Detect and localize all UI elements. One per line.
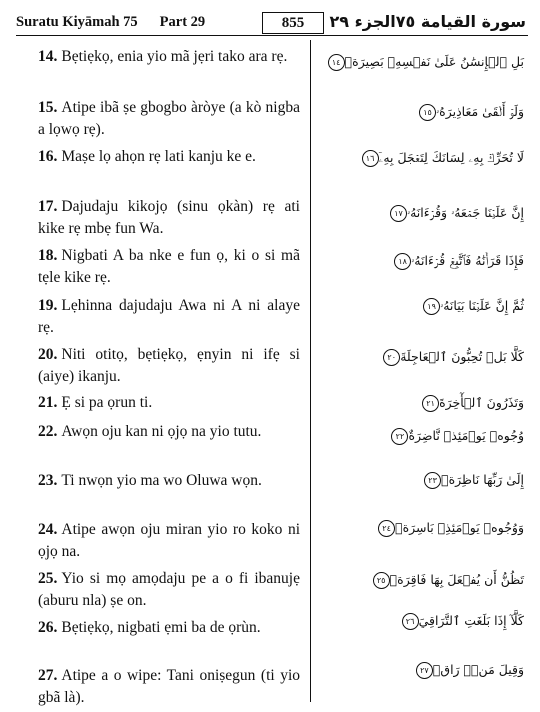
verse-text: Lẹhinna dajudaju Awa ni A ni alaye rẹ.: [38, 297, 300, 336]
verse-number: 24.: [38, 521, 58, 538]
verse-text: Bẹtiẹkọ, enia yio mã jẹri tako ara rẹ.: [61, 48, 288, 65]
verse-number: 15.: [38, 99, 58, 116]
arabic-text: وَوُجُوهٞ يَوۡمَئِذِۭ بَاسِرَةٞ: [395, 520, 524, 535]
verse-translation: [38, 146, 300, 168]
verse-number: 22.: [38, 423, 58, 440]
verse-arabic: [344, 205, 524, 222]
verse-arabic: [344, 150, 524, 167]
arabic-text: وَلَوۡ أَلۡقَىٰ مَعَاذِيرَهُۥ: [436, 104, 524, 119]
verse-arabic: [331, 54, 524, 71]
verse-translation: [38, 617, 300, 639]
verse-translation: [38, 392, 300, 414]
header-rule: [16, 35, 528, 36]
verse-arabic: [344, 572, 524, 589]
ayah-number-medallion: ١٥: [419, 104, 436, 121]
arabic-text: وَتَذَرُونَ ٱلۡأٓخِرَةَ: [439, 395, 524, 410]
verse-translation: [38, 295, 300, 339]
header-left: [16, 14, 205, 31]
verse-number: 23.: [38, 472, 58, 489]
surah-title-ar: سورة القيامة ٧٥: [395, 12, 526, 31]
verse-arabic: [344, 428, 524, 445]
verse-text: Atipe ibã ṣe gbogbo àròye (a kò nigba a lọwọ rẹ).: [38, 99, 300, 138]
verse-number: 16.: [38, 148, 58, 165]
verse-number: 27.: [38, 667, 58, 684]
surah-title-en: Suratu Kiyāmah 75: [16, 14, 138, 30]
verse-translation: [38, 568, 300, 612]
arabic-text: إِنَّ عَلَيۡنَا جَمۡعَهُۥ وَقُرۡءَانَهُۥ: [406, 205, 524, 220]
ayah-number-medallion: ٢٦: [402, 613, 419, 630]
arabic-text: وُجُوهٞ يَوۡمَئِذٖ نَّاضِرَةٌ: [408, 428, 524, 443]
verse-text: Nigbati A ba nke e fun ọ, ki o si mã tẹle kike rẹ.: [38, 247, 300, 286]
verse-translation: [38, 665, 300, 709]
verse-arabic: [344, 298, 524, 315]
arabic-text: كَلَّآ إِذَا بَلَغَتِ ٱلتَّرَاقِيَ: [418, 613, 524, 628]
verse-arabic: [344, 472, 524, 489]
arabic-text: كَلَّا بَلۡ تُحِبُّونَ ٱلۡعَاجِلَةَ: [400, 349, 524, 364]
page-header: [16, 12, 526, 34]
ayah-number-medallion: ١٨: [394, 253, 411, 270]
verse-text: Dajudaju kikojọ (sinu ọkàn) rẹ ati kike rẹ mbẹ fun Wa.: [38, 198, 300, 237]
ayah-number-medallion: ٢١: [422, 395, 439, 412]
verse-arabic: [344, 662, 524, 679]
column-divider: [310, 40, 311, 702]
verse-translation: [38, 245, 300, 289]
verse-translation: [38, 196, 300, 240]
verse-arabic: [344, 104, 524, 121]
verse-text: Bẹtiẹkọ, nigbati ẹmi ba de ọrùn.: [61, 619, 261, 636]
ayah-number-medallion: ٢٣: [424, 472, 441, 489]
verse-arabic: [344, 613, 524, 630]
verse-number: 14.: [38, 48, 58, 65]
verse-arabic: [344, 395, 524, 412]
verse-translation: [38, 97, 300, 141]
header-right: [299, 12, 526, 31]
verse-translation: [38, 46, 300, 68]
ayah-number-medallion: ٢٠: [383, 349, 400, 366]
verse-text: Atipe a o wipe: Tani oniṣegun (ti yio gbã là).: [38, 667, 300, 706]
verse-number: 19.: [38, 297, 58, 314]
page-number: 855: [262, 12, 324, 34]
arabic-text: بَلِ ٱلۡإِنسَٰنُ عَلَىٰ نَفۡسِهِۦ بَصِيرَةٞ: [344, 54, 524, 69]
arabic-text: وَقِيلَ مَنۡۜ رَاقٖ: [432, 662, 524, 677]
verse-number: 18.: [38, 247, 58, 264]
ayah-number-medallion: ٢٧: [416, 662, 433, 679]
verse-number: 21.: [38, 394, 58, 411]
arabic-text: فَإِذَا قَرَأۡنَٰهُ فَٱتَّبِعۡ قُرۡءَانَهُۥ: [411, 253, 524, 268]
arabic-text: إِلَىٰ رَبِّهَا نَاظِرَةٞ: [441, 472, 524, 487]
verse-text: Ẹ si pa ọrun ti.: [61, 394, 153, 411]
ayah-number-medallion: ٢٤: [378, 520, 395, 537]
part-label: Part 29: [159, 14, 206, 30]
verse-translation: [38, 519, 300, 563]
verse-arabic: [344, 520, 524, 537]
verse-text: Maṣe lọ ahọn rẹ lati kanju ke e.: [61, 148, 256, 165]
ayah-number-medallion: ١٤: [328, 54, 345, 71]
arabic-text: لَا تُحَرِّكۡ بِهِۦ لِسَانَكَ لِتَعۡجَلَ بِهِۦٓ: [378, 150, 524, 165]
verse-translation: [38, 470, 300, 492]
ayah-number-medallion: ١٧: [390, 205, 407, 222]
verse-text: Awọn oju kan ni ọjọ na yio tutu.: [61, 423, 262, 440]
verse-number: 20.: [38, 346, 58, 363]
juz-label-ar: الجزء ٢٩: [329, 12, 396, 31]
verse-translation: [38, 421, 300, 443]
verse-arabic: [344, 349, 524, 366]
verse-text: Yio si mọ amọdaju pe a o fi ibanujẹ (aburu nla) ṣe on.: [38, 570, 300, 609]
verse-number: 26.: [38, 619, 58, 636]
arabic-text: ثُمَّ إِنَّ عَلَيۡنَا بَيَانَهُۥ: [440, 298, 524, 313]
verse-translation: [38, 344, 300, 388]
ayah-number-medallion: ٢٢: [391, 428, 408, 445]
verse-text: Niti otitọ, bẹtiẹkọ, ẹnyin ni ifẹ si (aiye) ikanju.: [38, 346, 300, 385]
arabic-text: تَظُنُّ أَن يُفۡعَلَ بِهَا فَاقِرَةٞ: [389, 572, 524, 587]
verse-number: 17.: [38, 198, 58, 215]
verse-number: 25.: [38, 570, 58, 587]
verse-text: Ti nwọn yio ma wo Oluwa wọn.: [61, 472, 262, 489]
ayah-number-medallion: ١٦: [362, 150, 379, 167]
ayah-number-medallion: ١٩: [423, 298, 440, 315]
verse-arabic: [344, 253, 524, 270]
verse-text: Atipe awọn oju miran yio ro koko ni ọjọ na.: [38, 521, 300, 560]
ayah-number-medallion: ٢٥: [373, 572, 390, 589]
